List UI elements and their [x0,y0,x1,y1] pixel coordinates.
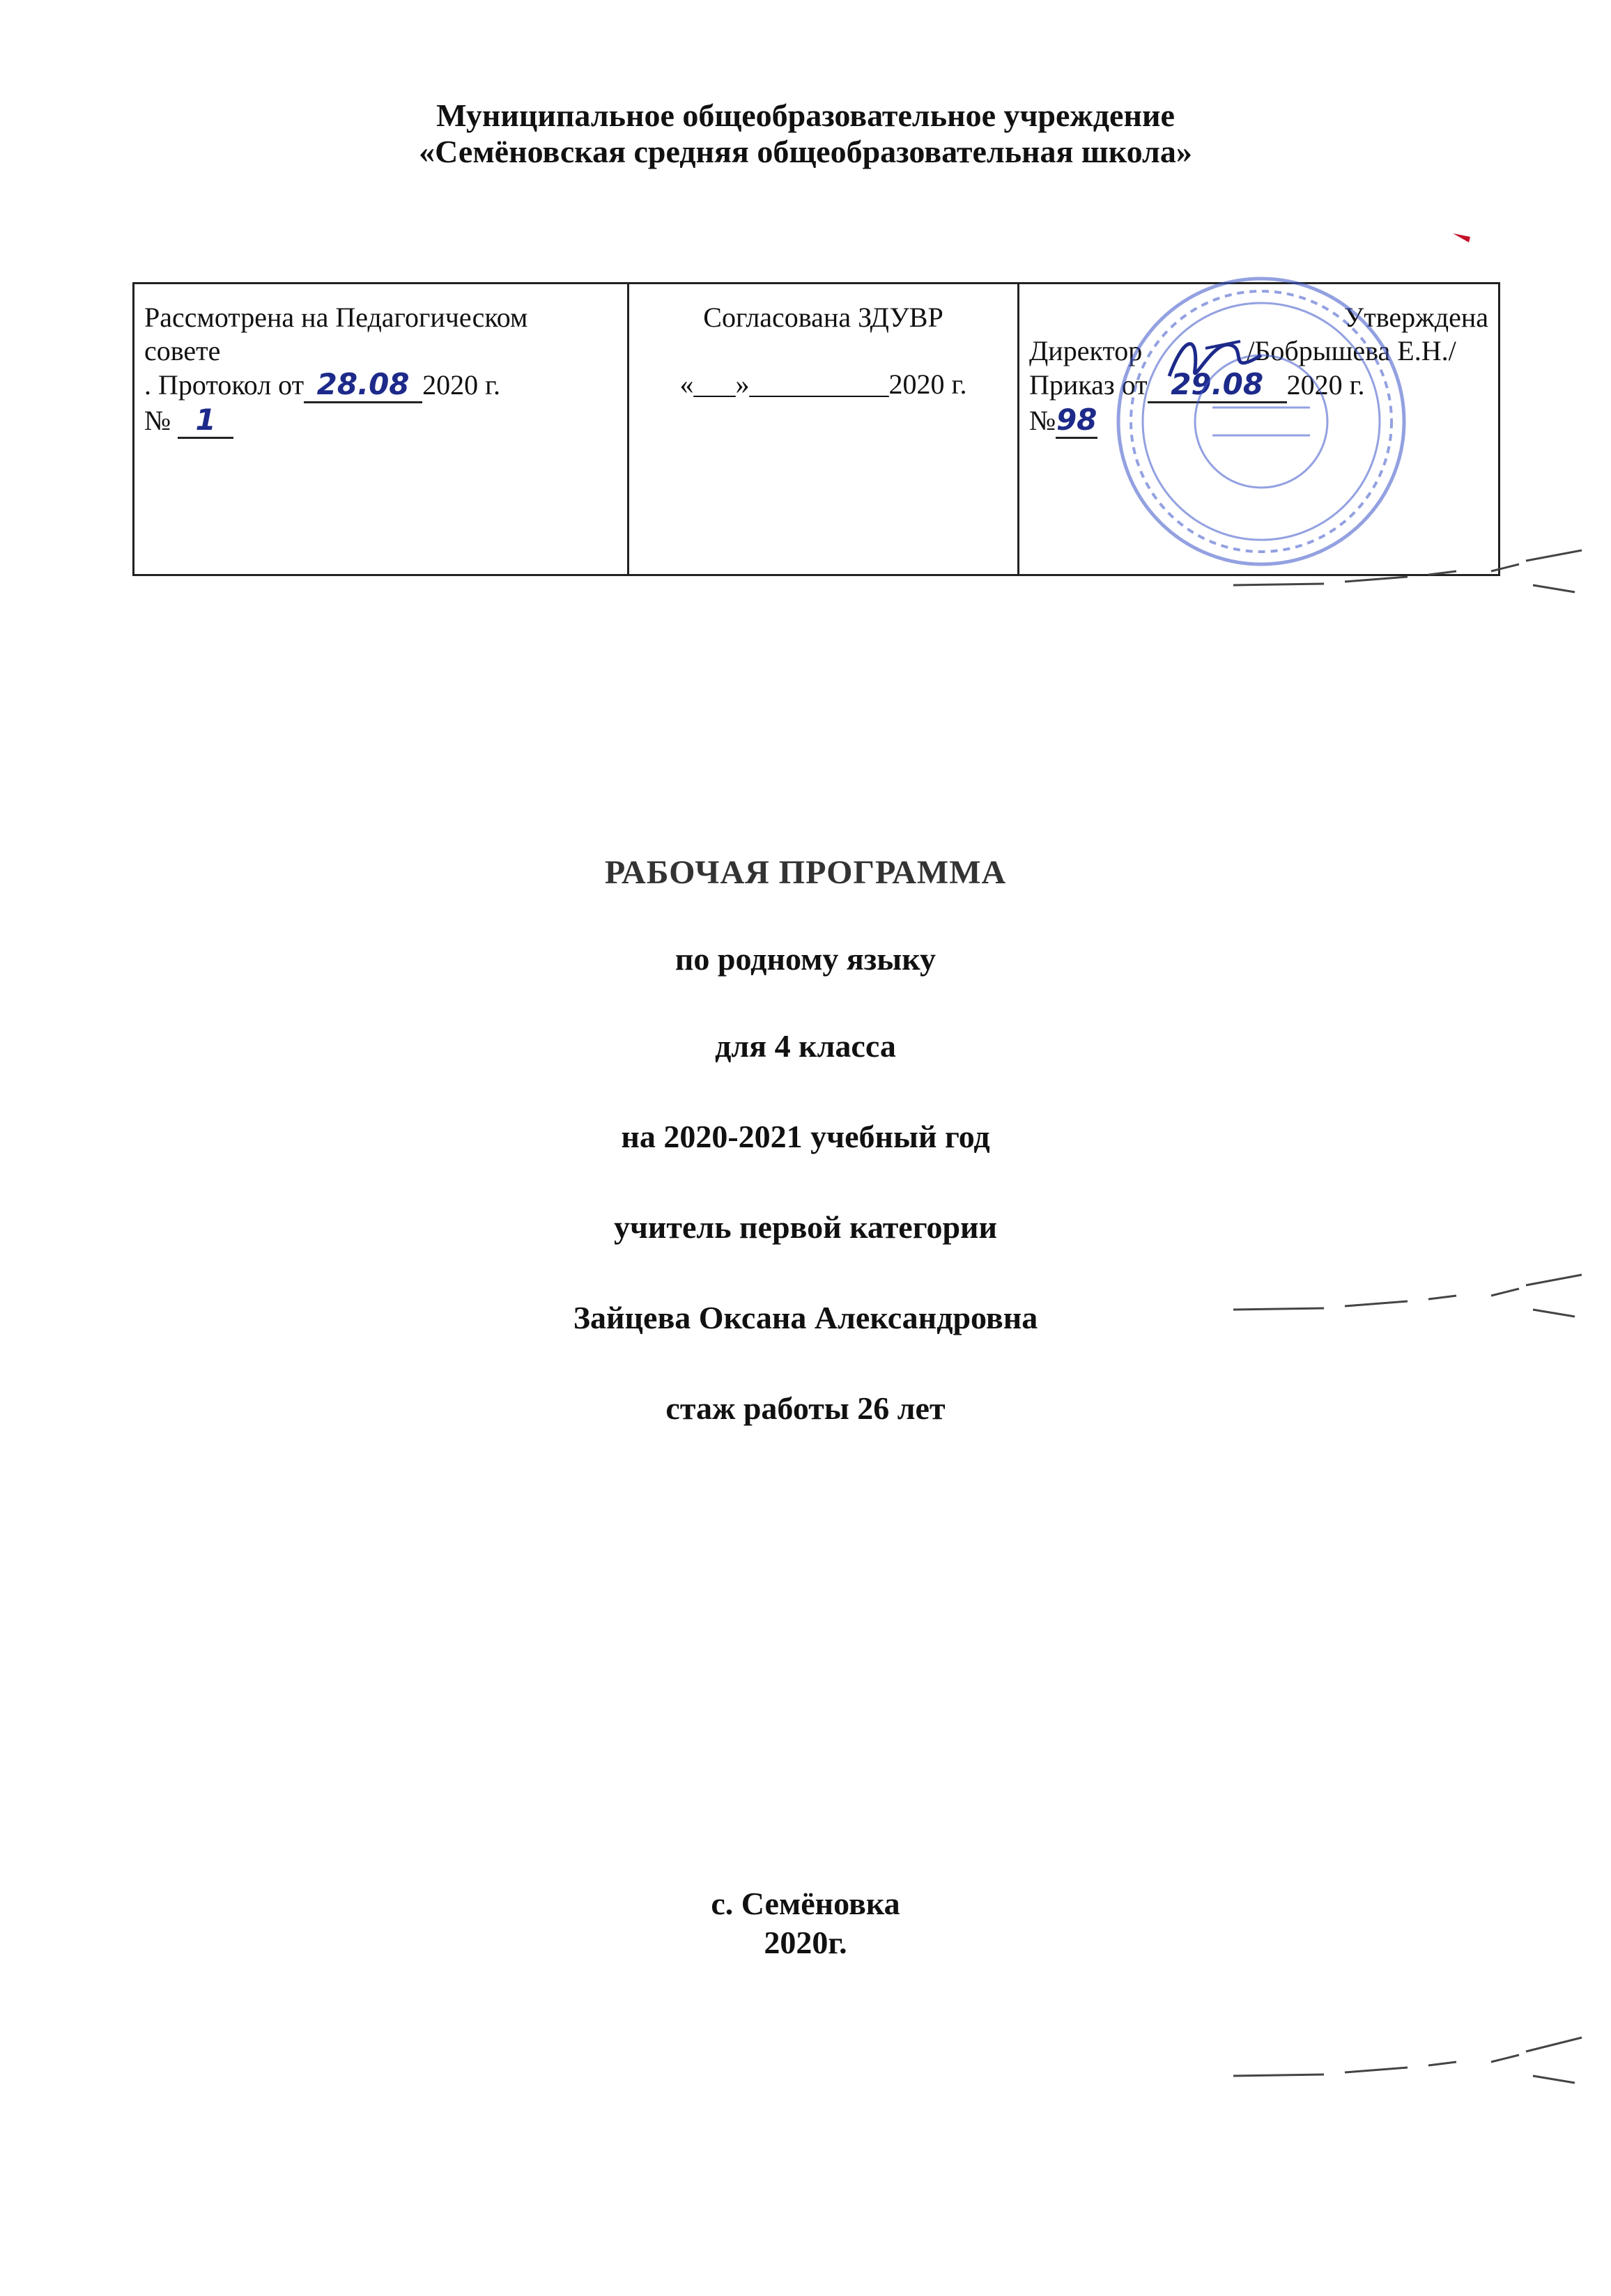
scan-streak-1 [1226,543,1589,613]
protocol-number-prefix: № [144,405,171,436]
deputy-line-1: Согласована ЗДУВР [703,302,943,333]
program-grade: для 4 класса [715,1028,896,1064]
order-prefix: Приказ от [1029,369,1148,401]
director-prefix: Директор [1029,335,1143,366]
teacher-name: Зайцева Оксана Александровна [573,1300,1038,1335]
program-subject: по родному языку [675,941,936,977]
order-date: 29.08 [1148,368,1287,403]
teacher-category: учитель первой категории [613,1209,998,1245]
order-year: 2020 г. [1286,369,1365,401]
council-protocol-line [144,368,617,403]
red-mark [1449,223,1477,251]
council-approval-cell [134,284,629,575]
protocol-date: 28.08 [304,368,422,403]
council-line-2: совете [144,335,221,366]
council-number-line [144,403,617,439]
director-signature [1164,327,1268,390]
program-year: на 2020-2021 учебный год [621,1119,990,1154]
scan-streak-3 [1226,2020,1589,2097]
organization-line-2: «Семёновская средняя общеобразовательная школа» [419,134,1192,169]
school-seal [1108,268,1415,575]
order-number: 98 [1056,403,1097,439]
director-line-1: Утверждена [1343,302,1488,333]
footer-year: 2020г. [764,1925,847,1960]
scan-streak-2 [1226,1261,1589,1331]
protocol-year: 2020 г. [422,369,501,401]
protocol-number: 1 [178,403,233,439]
program-title: РАБОЧАЯ ПРОГРАММА [604,854,1007,891]
council-line-1: Рассмотрена на Педагогическом [144,302,528,333]
organization-line-1: Муниципальное общеобразовательное учреждение [436,98,1175,133]
protocol-prefix: . Протокол от [144,369,305,401]
director-name: /Бобрышева Е.Н./ [1247,335,1456,366]
order-number-prefix: № [1029,405,1056,436]
footer-place: с. Семёновка [711,1886,900,1921]
organization-header [0,98,1611,170]
deputy-date-line: «___»__________2020 г. [679,369,967,400]
footer [0,1884,1611,1962]
teacher-experience: стаж работы 26 лет [665,1390,946,1426]
deputy-approval-cell [629,284,1019,575]
